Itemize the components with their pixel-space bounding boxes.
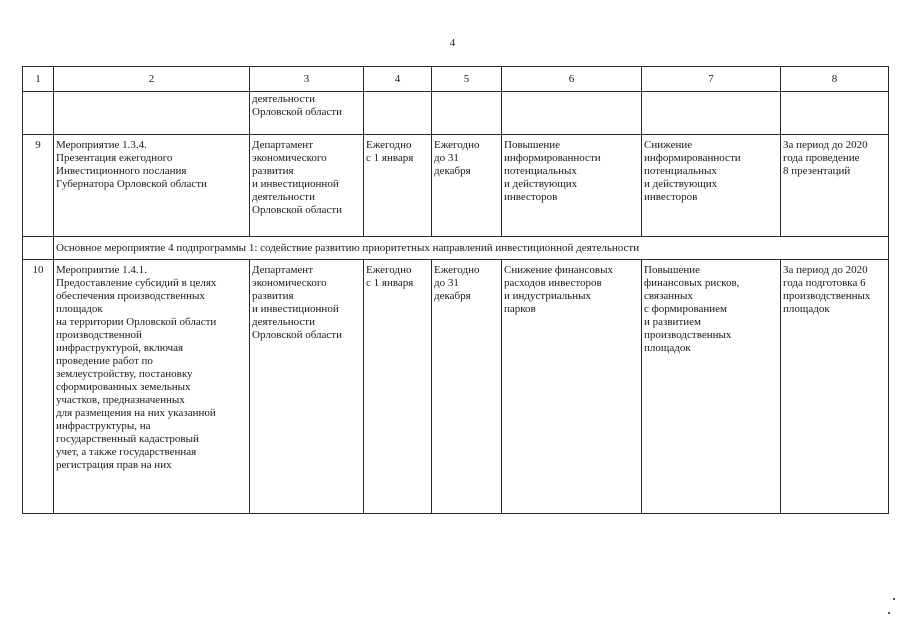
cell-line: и индустриальных <box>504 290 591 302</box>
row-number: 9 <box>23 135 54 237</box>
cell-line: Ежегодно <box>366 264 412 276</box>
cell-line: производственных <box>783 290 871 302</box>
cell-line: и действующих <box>644 178 718 190</box>
cell-line: Повышение <box>644 264 701 276</box>
cell-line: расходов инвесторов <box>504 277 602 289</box>
cell-line: Ежегодно <box>434 139 480 151</box>
cell-line: инвесторов <box>644 191 698 203</box>
measure-cell <box>54 260 250 514</box>
measures-table <box>22 66 889 514</box>
indicator-cell <box>781 260 889 514</box>
cell-line: Снижение <box>644 139 693 151</box>
cell-line: деятельности <box>252 191 315 203</box>
expected-result-cell <box>502 260 642 514</box>
table-cell <box>781 92 889 135</box>
cell-line: декабря <box>434 165 471 177</box>
cell-line: парков <box>504 303 536 315</box>
cell-line: учет, а также государственная <box>56 446 197 458</box>
cell-line: инфраструктурой, включая <box>56 342 184 354</box>
cell-line: с 1 января <box>366 277 414 289</box>
cell-line: площадок <box>56 303 103 315</box>
cell-line: инвесторов <box>504 191 558 203</box>
consequence-cell <box>642 135 781 237</box>
table-row <box>23 135 889 237</box>
page-number: 4 <box>449 37 456 49</box>
header-cell: 2 <box>54 67 250 92</box>
table-cell <box>23 92 54 135</box>
cell-line: года подготовка 6 <box>783 277 866 289</box>
cell-line: Инвестиционного послания <box>56 165 187 177</box>
cell-line: 8 презентаций <box>783 165 851 177</box>
section-row <box>23 237 889 260</box>
cell-line: Орловской области <box>252 204 342 216</box>
cell-line: экономического <box>252 152 327 164</box>
cell-line: деятельности <box>252 93 315 105</box>
scan-speck <box>893 598 895 600</box>
cell-line: площадок <box>783 303 830 315</box>
start-date-cell <box>364 260 432 514</box>
cell-line: финансовых рисков, <box>644 277 740 289</box>
cell-line: и инвестиционной <box>252 303 339 315</box>
cell-line: Снижение финансовых <box>504 264 613 276</box>
header-cell: 5 <box>432 67 502 92</box>
cell-line: декабря <box>434 290 471 302</box>
cell-line: и действующих <box>504 178 578 190</box>
header-cell: 7 <box>642 67 781 92</box>
cell-line: потенциальных <box>504 165 577 177</box>
cell-line: Мероприятие 1.4.1. <box>56 264 147 276</box>
indicator-cell <box>781 135 889 237</box>
expected-result-cell <box>502 135 642 237</box>
header-cell: 4 <box>364 67 432 92</box>
executor-cell <box>250 135 364 237</box>
header-cell: 6 <box>502 67 642 92</box>
cell-line: с формированием <box>644 303 727 315</box>
table-cell <box>23 237 54 260</box>
cell-line: и инвестиционной <box>252 178 339 190</box>
cell-line: и развитием <box>644 316 701 328</box>
cell-line: связанных <box>644 290 693 302</box>
cell-line: Презентация ежегодного <box>56 152 173 164</box>
start-date-cell <box>364 135 432 237</box>
cell-line: площадок <box>644 342 691 354</box>
cell-line: развития <box>252 290 294 302</box>
table-cell <box>432 92 502 135</box>
cell-line: потенциальных <box>644 165 717 177</box>
cell-line: развития <box>252 165 294 177</box>
cell-line: проведение работ по <box>56 355 153 367</box>
cell-line: деятельности <box>252 316 315 328</box>
cell-line: информированности <box>504 152 601 164</box>
cell-line: до 31 <box>434 152 459 164</box>
row-number: 10 <box>23 260 54 514</box>
executor-cell <box>250 92 364 135</box>
cell-line: инфраструктуры, на <box>56 420 151 432</box>
cell-line: Предоставление субсидий в целях <box>56 277 217 289</box>
cell-line: обеспечения производственных <box>56 290 205 302</box>
cell-line: Мероприятие 1.3.4. <box>56 139 147 151</box>
cell-line: сформированных земельных <box>56 381 191 393</box>
cell-line: года проведение <box>783 152 860 164</box>
cell-line: Ежегодно <box>434 264 480 276</box>
cell-line: на территории Орловской области <box>56 316 217 328</box>
cell-line: За период до 2020 <box>783 139 868 151</box>
scan-speck <box>888 612 890 614</box>
table-row <box>23 92 889 135</box>
cell-line: Департамент <box>252 139 314 151</box>
cell-line: производственной <box>56 329 142 341</box>
end-date-cell <box>432 260 502 514</box>
consequence-cell <box>642 260 781 514</box>
table-cell <box>364 92 432 135</box>
header-cell: 8 <box>781 67 889 92</box>
cell-line: производственных <box>644 329 732 341</box>
executor-cell <box>250 260 364 514</box>
cell-line: землеустройству, постановку <box>56 368 193 380</box>
table-cell <box>54 92 250 135</box>
cell-line: государственный кадастровый <box>56 433 199 445</box>
measure-cell <box>54 135 250 237</box>
header-cell: 3 <box>250 67 364 92</box>
end-date-cell <box>432 135 502 237</box>
cell-line: Орловской области <box>252 106 342 118</box>
cell-line: экономического <box>252 277 327 289</box>
header-cell: 1 <box>23 67 54 92</box>
section-title: Основное мероприятие 4 подпрограммы 1: содействие развитию приоритетных направлений инвестиционной деятельности <box>54 237 889 260</box>
cell-line: Орловской области <box>252 329 342 341</box>
cell-line: За период до 2020 <box>783 264 868 276</box>
cell-line: Ежегодно <box>366 139 412 151</box>
cell-line: информированности <box>644 152 741 164</box>
cell-line: для размещения на них указанной <box>56 407 216 419</box>
cell-line: до 31 <box>434 277 459 289</box>
table-cell <box>642 92 781 135</box>
cell-line: Губернатора Орловской области <box>56 178 207 190</box>
cell-line: регистрация прав на них <box>56 459 172 471</box>
cell-line: с 1 января <box>366 152 414 164</box>
cell-line: Повышение <box>504 139 561 151</box>
header-row <box>23 67 889 92</box>
table-row <box>23 260 889 514</box>
cell-line: участков, предназначенных <box>56 394 185 406</box>
table-cell <box>502 92 642 135</box>
cell-line: Департамент <box>252 264 314 276</box>
